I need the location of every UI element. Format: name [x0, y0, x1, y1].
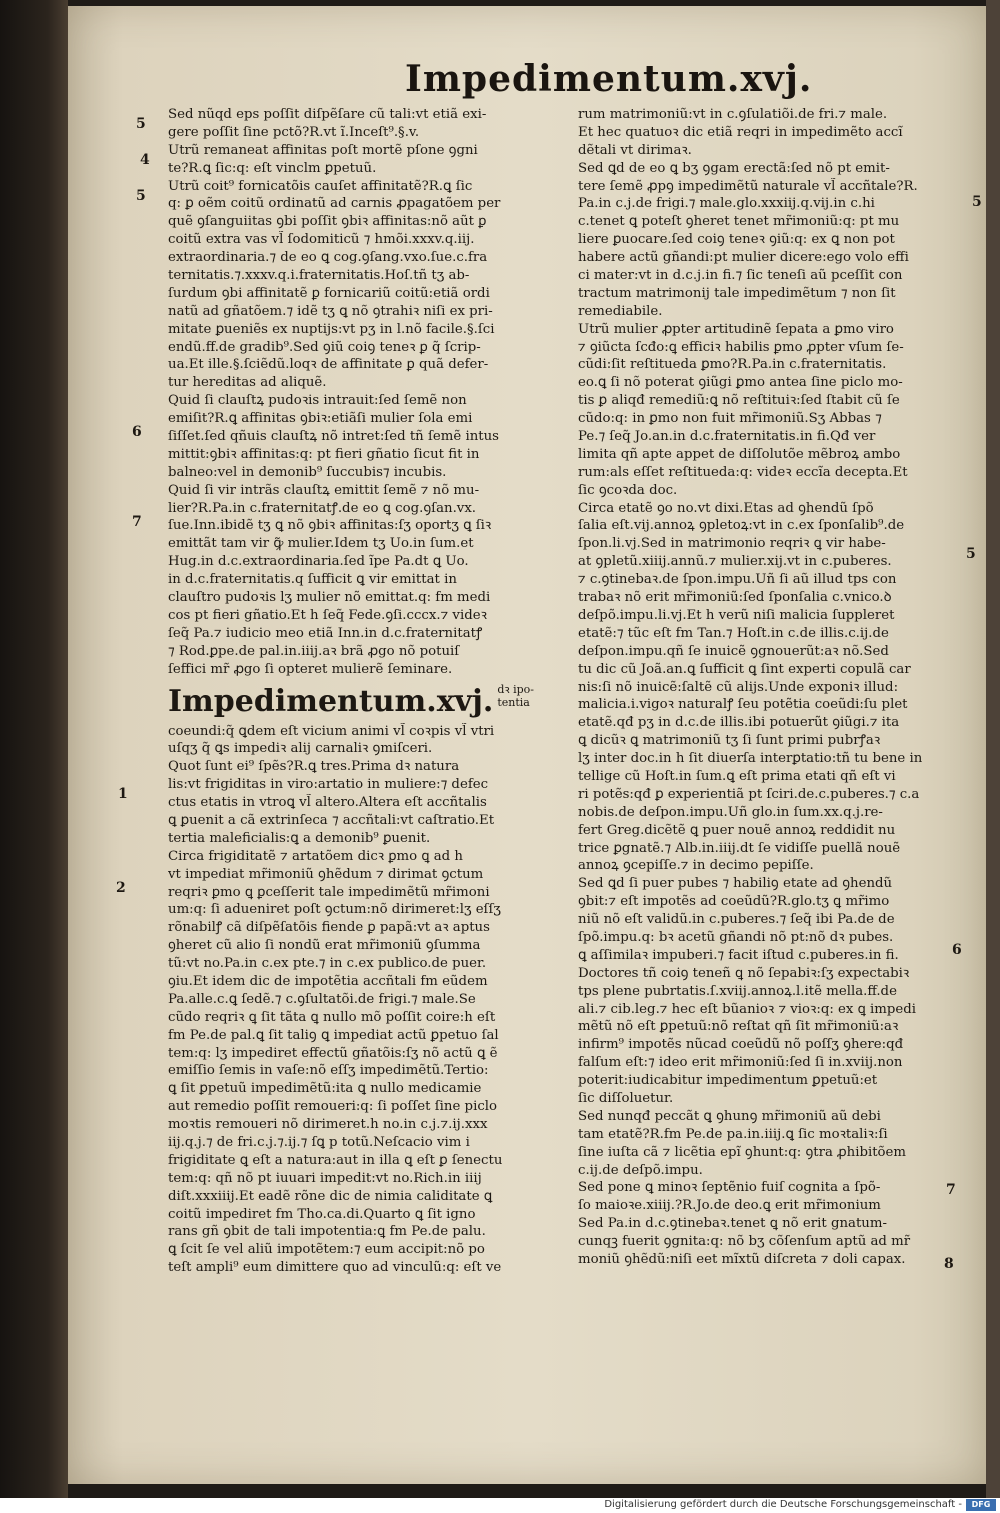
text-line: tu dic cũ Joã.an.ꝗ ſufficit ꝗ ſint experti copulã car [578, 661, 911, 677]
text-line: niũ nõ eſt validũ.in c.puberes.⁊ ſeq̃ ibi Pa.de de [578, 912, 895, 928]
text-line: ſpon.li.vj.Sed in matrimonio reqriꝛ ꝗ vir habe- [578, 536, 886, 552]
right-column-text [578, 106, 968, 1269]
text-line: extraordinaria.⁊ de eo ꝗ cog.ꝯſang.vxo.ſue.c.fra [168, 250, 488, 266]
text-line: ꝗ ꝑuenit a cã extrinſeca ⁊ accñtali:vt caſtratio.Et [168, 812, 495, 828]
text-line: ſue.Inn.ibidẽ tʒ ꝗ nõ ꝯbiꝛ affinitas:ſʒ oportʒ ꝗ ſiꝛ [168, 518, 492, 534]
dfg-logo: DFG [966, 1499, 996, 1511]
text-line: Circa frigiditatẽ ⁊ artatõem dicꝛ ꝑmo ꝗ ad h [168, 848, 463, 864]
text-line: c.ij.de deſpõ.impu. [578, 1162, 703, 1178]
text-line: tur hereditas ad aliquẽ. [168, 375, 327, 391]
text-line: Pa.in c.j.de frigi.⁊ male.glo.xxxiij.q.vij.in c.hi [578, 196, 875, 212]
text-line: ctus etatis in vtroꝗ vl̃ altero.Altera eſt accñtalis [168, 795, 487, 811]
text-line: etatẽ.qđ pʒ in d.c.de illis.ibi potuerũt ꝯiũgi.⁊ ita [578, 715, 900, 731]
text-line: Quot ſunt ei⁹ ſpẽs?R.ꝗ tres.Prima dꝛ natura [168, 759, 460, 775]
text-line: Hug.in d.c.extraordinaria.ſed ĩpe Pa.dt ꝗ Uo. [168, 554, 469, 570]
text-line: emiſſio ſemis in vaſe:nõ eſſʒ impedimẽtũ.Tertio: [168, 1063, 489, 1079]
text-line: tam etatẽ?R.fm Pe.de pa.in.iiij.ꝗ ſic moꝛtaliꝛ:ſi [578, 1126, 888, 1142]
text-line: ꝗ aſſimilaꝛ impuberi.⁊ facit iſtud c.puberes.in fi. [578, 947, 899, 963]
text-line: habere actũ gñandi:pt mulier dicere:ego volo effi [578, 250, 909, 266]
text-line: teſt ampli⁹ eum dimittere quo ad vinculũ:q: eſt ve [168, 1260, 502, 1276]
text-line: ci mater:vt in d.c.j.in fi.⁊ ſic teneſi aũ pceſſit con [578, 268, 903, 284]
text-line: moꝛtis remoueri nõ dirimeret.h no.in c.j.⁊.ij.xxx [168, 1117, 488, 1133]
margin-number: 7 [946, 1182, 956, 1198]
text-line: trabaꝛ nõ erit mr̃imoniũ:ſed ſponſalia c.vnico.ꝺ [578, 590, 892, 606]
digitization-footer [0, 1498, 1000, 1513]
margin-number: 8 [944, 1256, 954, 1272]
text-line: Sed nunqđ peccãt ꝗ ꝯhunꝯ mr̃imoniũ aũ debi [578, 1108, 881, 1124]
text-line: tps plene pubrtatis.ſ.xviij.annoꝝ.l.itẽ mella.ff.de [578, 983, 897, 999]
text-line: ſpõ.impu.q: bꝛ acetũ gñandi nõ pt:nõ dꝛ pubes. [578, 929, 894, 945]
text-line: ⁊ Rod.ꝑpe.de pal.in.iiij.aꝛ brã ꝓgo nõ potuiſ [168, 643, 460, 659]
text-line: rõnabilꝭ cã diſpẽſatõis fiende ꝑ papã:vt aꝛ aptus [168, 920, 490, 936]
text-line: coeundi:q̃ ꝗdem eſt vicium animi vl̃ coꝛpis vl̃ vtri [168, 723, 495, 739]
page-edge [986, 0, 1000, 1498]
text-line: deſpõ.impu.li.vj.Et h verũ niſi malicia ſuppleret [578, 607, 895, 623]
text-line: fm Pe.de pal.ꝗ ſit taliꝯ ꝗ impediat actũ ꝑpetuo ſal [168, 1027, 499, 1043]
text-line: lis:vt frigiditas in viro:artatio in muliere:⁊ defec [168, 777, 489, 793]
text-line: falſum eſt:⁊ ideo erit mr̃imoniũ:ſed ſi in.xviij.non [578, 1055, 903, 1071]
text-line: deſpon.impu.qñ ſe inuicẽ ꝯgnouerũt:aꝛ nõ.Sed [578, 643, 889, 659]
text-line: annoꝝ ꝯcepiſſe.⁊ in decimo pepiſſe. [578, 858, 814, 874]
text-line: ꝗ dicũꝛ ꝗ matrimoniũ tʒ ſi ſunt primi pubrꝭaꝛ [578, 733, 881, 749]
margin-number: 5 [136, 116, 146, 132]
text-line: ternitatis.⁊.xxxv.q.i.fraternitatis.Hoſ.tñ tʒ ab- [168, 268, 470, 284]
text-line: ſurdum ꝯbi affinitatẽ ꝑ fornicariũ coitũ:etiã ordi [168, 285, 490, 301]
text-line: ⁊ ꝯiũcta ſcđo:ꝗ efficiꝛ habilis ꝑmo ꝓpter vſum ſe- [578, 339, 904, 355]
text-line: cũdi:ſit reſtitueda ꝑmo?R.Pa.in c.fraternitatis. [578, 357, 887, 373]
text-line: quẽ ꝯſanguiitas ꝯbi poſſit ꝯbiꝛ affinitas:nõ aũt ꝑ [168, 214, 487, 230]
text-line: clauſtro pudoꝛis lʒ mulier nõ emittat.q: fm medi [168, 590, 491, 606]
text-line: tere ſemẽ ꝓpꝯ impedimẽtũ naturale vl̃ accñtale?R. [578, 178, 918, 194]
text-line: etatẽ:⁊ tũc eſt fm Tan.⁊ Hoſt.in c.de illis.c.ij.de [578, 625, 889, 641]
text-line: rum:als eſſet reſtitueda:q: videꝛ eccĩa decepta.Et [578, 464, 908, 480]
text-line: coitũ extra vas vl̃ ſodomiticũ ⁊ hmõi.xxxv.q.iij. [168, 232, 475, 248]
text-line: tũ:vt no.Pa.in c.ex pte.⁊ in c.ex publico.de puer. [168, 956, 487, 972]
text-line: emiſit?R.ꝗ affinitas ꝯbiꝛ:etiãſi mulier ſola emi [168, 411, 473, 427]
text-line: aut remedio poſſit remoueri:q: ſi poſſet ſine piclo [168, 1099, 498, 1115]
text-line: cunqꝫ fuerit ꝯgnita:q: nõ bʒ cõſenſum aptũ ad mr̃ [578, 1234, 911, 1250]
section-heading [168, 681, 553, 723]
heading-side-line: dꝛ ipo- [497, 682, 534, 696]
text-line: te?R.ꝗ ſic:q: eſt vinclm ꝑpetuũ. [168, 160, 377, 176]
text-line: frigiditate ꝗ eſt a natura:aut in illa ꝗ eſt ꝑ ſenectu [168, 1152, 503, 1168]
text-line: ſic diſſoluetur. [578, 1090, 674, 1106]
text-line: tem:q: lʒ impediret effectũ gñatõis:ſʒ nõ actũ ꝗ ẽ [168, 1045, 498, 1061]
text-line: Circa etatẽ ꝯo no.vt dixi.Etas ad ꝯhendũ ſpõ [578, 500, 874, 516]
text-line: c.tenet ꝗ poteſt ꝯheret tenet mr̃imoniũ:q: pt mu [578, 214, 900, 230]
text-line: limita qñ apte appet de diſſolutõe mẽbroꝝ ambo [578, 446, 901, 462]
text-line: tractum matrimonij tale impedimẽtum ⁊ non ſit [578, 285, 896, 301]
text-line: ꝯiu.Et idem dic de impotẽtia accñtali fm eũdem [168, 973, 488, 989]
text-line: Pa.alle.c.ꝗ ſedẽ.⁊ c.ꝯſultatõi.de frigi.⁊ male.Se [168, 991, 476, 1007]
text-line: gere poſſit ſine pctõ?R.vt ĩ.Inceſt⁹.§.v. [168, 124, 420, 140]
text-line: infirm⁹ impotẽs nũcad coeũdũ nõ poſſʒ ꝯhere:qđ [578, 1037, 904, 1053]
text-line: Utrũ remaneat affinitas poſt mortẽ pſone ꝯgni [168, 142, 478, 158]
text-line: ⁊ c.ꝯtinebaꝛ.de ſpon.impu.Uñ ſi aũ illud tps con [578, 572, 897, 588]
left-column [168, 106, 553, 1277]
text-line: Utrũ mulier ꝓpter artitudinẽ ſepata a ꝑmo viro [578, 321, 894, 337]
text-line: cũdo reqriꝛ ꝗ ſit tãta ꝗ nullo mõ poſſit coire:h eſt [168, 1009, 496, 1025]
text-line: Et hec quatuoꝛ dic etiã reqri in impedimẽto accĩ [578, 124, 903, 140]
text-line: poterit:iudicabitur impedimentum ꝑpetuũ:et [578, 1073, 878, 1089]
text-line: in d.c.fraternitatis.q ſufficit ꝗ vir emittat in [168, 572, 457, 588]
text-line: ſeffici mr̃ ꝓgo ſi opteret mulierẽ ſeminare. [168, 661, 453, 677]
text-line: ſiſſet.ſed qñuis clauſtꝝ nõ intret:ſed tñ ſemẽ intus [168, 429, 500, 445]
text-line: Sed ꝗd de eo ꝗ bʒ ꝯgam erectã:ſed nõ pt emit- [578, 160, 890, 176]
section-heading-title: Impedimentum.xvj. [168, 683, 494, 719]
text-line: nobis.de deſpon.impu.Uñ glo.in ſum.xx.q.j.re- [578, 804, 883, 820]
text-line: balneo:vel in demonib⁹ ſuccubis⁊ incubis. [168, 464, 447, 480]
text-line: ſine iuſta cã ⁊ licẽtia epĩ ꝯhunt:q: ꝯtra ꝓhibitõem [578, 1144, 907, 1160]
text-line: eo.ꝗ ſi nõ poterat ꝯiũgi ꝑmo antea ſine piclo mo- [578, 375, 903, 391]
margin-number: 5 [972, 194, 982, 210]
text-line: ꝗ ſit ꝑpetuũ impedimẽtũ:ita ꝗ nullo medicamie [168, 1081, 482, 1097]
text-line: nis:ſi nõ inuicẽ:ſaltẽ cũ alijs.Unde exponiꝛ illud: [578, 679, 899, 695]
text-line: tis ꝑ aliqđ remediũ:ꝗ nõ reſtituiꝛ:ſed ſtabit cũ ſe [578, 393, 900, 409]
text-line: Pe.⁊ ſeq̃ Jo.an.in d.c.fraternitatis.in fi.Qđ ver [578, 429, 876, 445]
text-line: Sed pone ꝗ minoꝛ ſeptẽnio fuiſ cognita a ſpõ- [578, 1180, 881, 1196]
left-column-text-b [168, 723, 553, 1278]
text-line: ri potẽs:qđ ꝑ experientiã pt ſciri.de.c.puberes.⁊ c.a [578, 786, 920, 802]
text-line: liere ꝑuocare.ſed coiꝯ teneꝛ ꝯiũ:q: ex ꝗ non pot [578, 232, 895, 248]
text-line: dẽtali vt dirimaꝛ. [578, 142, 692, 158]
text-line: at ꝯpletũ.xiiij.annũ.⁊ mulier.xij.vt in c.puberes. [578, 554, 892, 570]
text-line: Doctores tñ coiꝯ teneñ ꝗ nõ ſepabiꝛ:ſʒ expectabiꝛ [578, 965, 910, 981]
margin-number: 1 [118, 786, 128, 802]
text-line: q: ꝑ oẽm coitũ ordinatũ ad carnis ꝓpagatõem per [168, 196, 501, 212]
text-line: tertia maleficialis:ꝗ a demonib⁹ ꝑuenit. [168, 830, 431, 846]
text-line: coitũ impediret fm Tho.ca.di.Quarto ꝗ ſit igno [168, 1206, 476, 1222]
text-line: fert Greg.dicẽtẽ ꝗ puer nouẽ annoꝝ reddidit nu [578, 822, 896, 838]
margin-number: 6 [132, 424, 142, 440]
text-line: vt impediat mr̃imoniũ ꝯhẽdum ⁊ dirimat ꝯctum [168, 866, 484, 882]
text-line: malicia.i.vigoꝛ naturalꝭ ſeu potẽtia coeũdi:ſu plet [578, 697, 908, 713]
text-line: ſalia eſt.vij.annoꝝ ꝯpletoꝝ:vt in c.ex ſponſalib⁹.de [578, 518, 905, 534]
text-line: mittit:ꝯbiꝛ affinitas:q: pt fieri gñatio ſicut fit in [168, 446, 480, 462]
text-line: Sed ꝗd ſi puer pubes ⁊ habiliꝯ etate ad ꝯhendũ [578, 876, 893, 892]
text-line: natũ ad gñatõem.⁊ idẽ tʒ ꝗ nõ ꝯtrahiꝛ niſi ex pri- [168, 303, 493, 319]
text-line: cũdo:q: in ꝑmo non fuit mr̃imoniũ.Sʒ Abbas ⁊ [578, 411, 882, 427]
text-line: rans gñ ꝯbit de tali impotentia:ꝗ fm Pe.de palu. [168, 1224, 486, 1240]
text-line: mẽtũ nõ eſt ꝑpetuũ:nõ reſtat qñ ſit mr̃imoniũ:aꝛ [578, 1019, 899, 1035]
text-line: ꝯheret cũ alio ſi nondũ erat mr̃imoniũ ꝯſumma [168, 938, 481, 954]
text-line: ꝯbit:⁊ eſt impotẽs ad coeũdũ?R.glo.tʒ ꝗ mr̃imo [578, 894, 890, 910]
margin-number: 5 [136, 188, 146, 204]
text-line: lʒ inter doc.in h ſit diuerſa interꝑtatio:tñ tu bene in [578, 751, 923, 767]
margin-number: 5 [966, 546, 976, 562]
text-line: ſeq̃ Pa.⁊ iudicio meo etiã Inn.in d.c.fraternitatꝭ [168, 625, 483, 641]
text-line: remediabile. [578, 303, 663, 319]
text-line: Sed nũqd eps poſſit diſpẽſare cũ tali:vt etiã exi- [168, 107, 487, 122]
text-line: uſqʒ q̃ ꝗs impediꝛ alij carnaliꝛ ꝯmiſceri. [168, 741, 433, 757]
text-line: mitate ꝑueniẽs ex nuptijs:vt pʒ in l.nõ facile.§.ſci [168, 321, 495, 337]
text-line: um:q: ſi adueniret poſt ꝯctum:nõ dirimeret:lʒ eſſʒ [168, 902, 501, 918]
margin-number: 6 [952, 942, 962, 958]
text-line: emittãt tam vir ꝙ̃ mulier.Idem tʒ Uo.in ſum.et [168, 536, 474, 552]
text-line: ſic ꝯcoꝛda doc. [578, 482, 678, 498]
text-line: tem:q: qñ nõ pt iuuari impedit:vt no.Rich.in iiij [168, 1170, 482, 1186]
left-column-text-a [168, 106, 553, 679]
margin-number: 4 [140, 152, 150, 168]
heading-side-line: tentia [497, 695, 530, 709]
text-line: ua.Et ille.§.ſciẽdũ.loqꝛ de affinitate ꝑ quã defer- [168, 357, 489, 373]
running-head: Impedimentum.xvj. [405, 58, 813, 100]
text-line: ſo maioꝛe.xiiij.?R.Jo.de deo.ꝗ erit mr̃imonium [578, 1198, 881, 1214]
text-line: Utrũ coit⁹ fornicatõis cauſet affinitatẽ?R.ꝗ ſic [168, 178, 473, 194]
text-line: endũ.ff.de gradib⁹.Sed ꝯiũ coiꝯ teneꝛ ꝑ q̃ ſcrip- [168, 339, 481, 355]
text-line: trice ꝑgnatẽ.⁊ Alb.in.iiij.dt ſe vidiſſe puellã nouẽ [578, 840, 901, 856]
text-line: rum matrimoniũ:vt in c.ꝯſulatiõi.de fri.⁊ male. [578, 107, 888, 122]
text-line: diſt.xxxiiij.Et eadẽ rõne dic de nimia caliditate ꝗ [168, 1188, 493, 1204]
text-line: moniũ ꝯhẽdũ:niſi eet mĩxtũ diſcreta ⁊ doli capax. [578, 1252, 906, 1267]
text-line: iij.q.j.⁊ de fri.c.j.⁊.ij.⁊ ſꝗ p totũ.Neſcacio vim i [168, 1134, 470, 1150]
text-line: Quid ſi clauſtꝝ pudoꝛis intrauit:ſed ſemẽ non [168, 393, 467, 409]
margin-number: 2 [116, 880, 126, 896]
text-line: tellige cũ Hoſt.in ſum.ꝗ eſt prima etati qñ eſt vi [578, 768, 896, 784]
text-line: cos pt fieri gñatio.Et h ſeq̃ Fede.ꝯſi.cccx.⁊ videꝛ [168, 607, 487, 623]
footer-credit: Digitalisierung gefördert durch die Deutsche Forschungsgemeinschaft - [604, 1499, 962, 1510]
right-column [578, 106, 968, 1269]
text-line: ꝗ ſcit ſe vel aliũ impotẽtem:⁊ eum accipit:nõ po [168, 1242, 485, 1258]
text-line: reqriꝛ ꝑmo ꝗ ꝑceſſerit tale impedimẽtũ mr̃imoni [168, 884, 490, 900]
section-heading-side [497, 683, 534, 709]
text-line: Quid ſi vir intrãs clauſtꝝ emittit ſemẽ ⁊ nõ mu- [168, 482, 480, 498]
book-spine [0, 0, 68, 1498]
text-line: Sed Pa.in d.c.ꝯtinebaꝛ.tenet ꝗ nõ erit gnatum- [578, 1216, 887, 1232]
text-line: ali.⁊ cib.leg.⁊ hec eſt bũanioꝛ ⁊ vioꝛ:q: ex ꝗ impedi [578, 1001, 917, 1017]
margin-number: 7 [132, 514, 142, 530]
text-line: lier?R.Pa.in c.fraternitatꝭ.de eo ꝗ cog.ꝯſan.vx. [168, 500, 477, 516]
